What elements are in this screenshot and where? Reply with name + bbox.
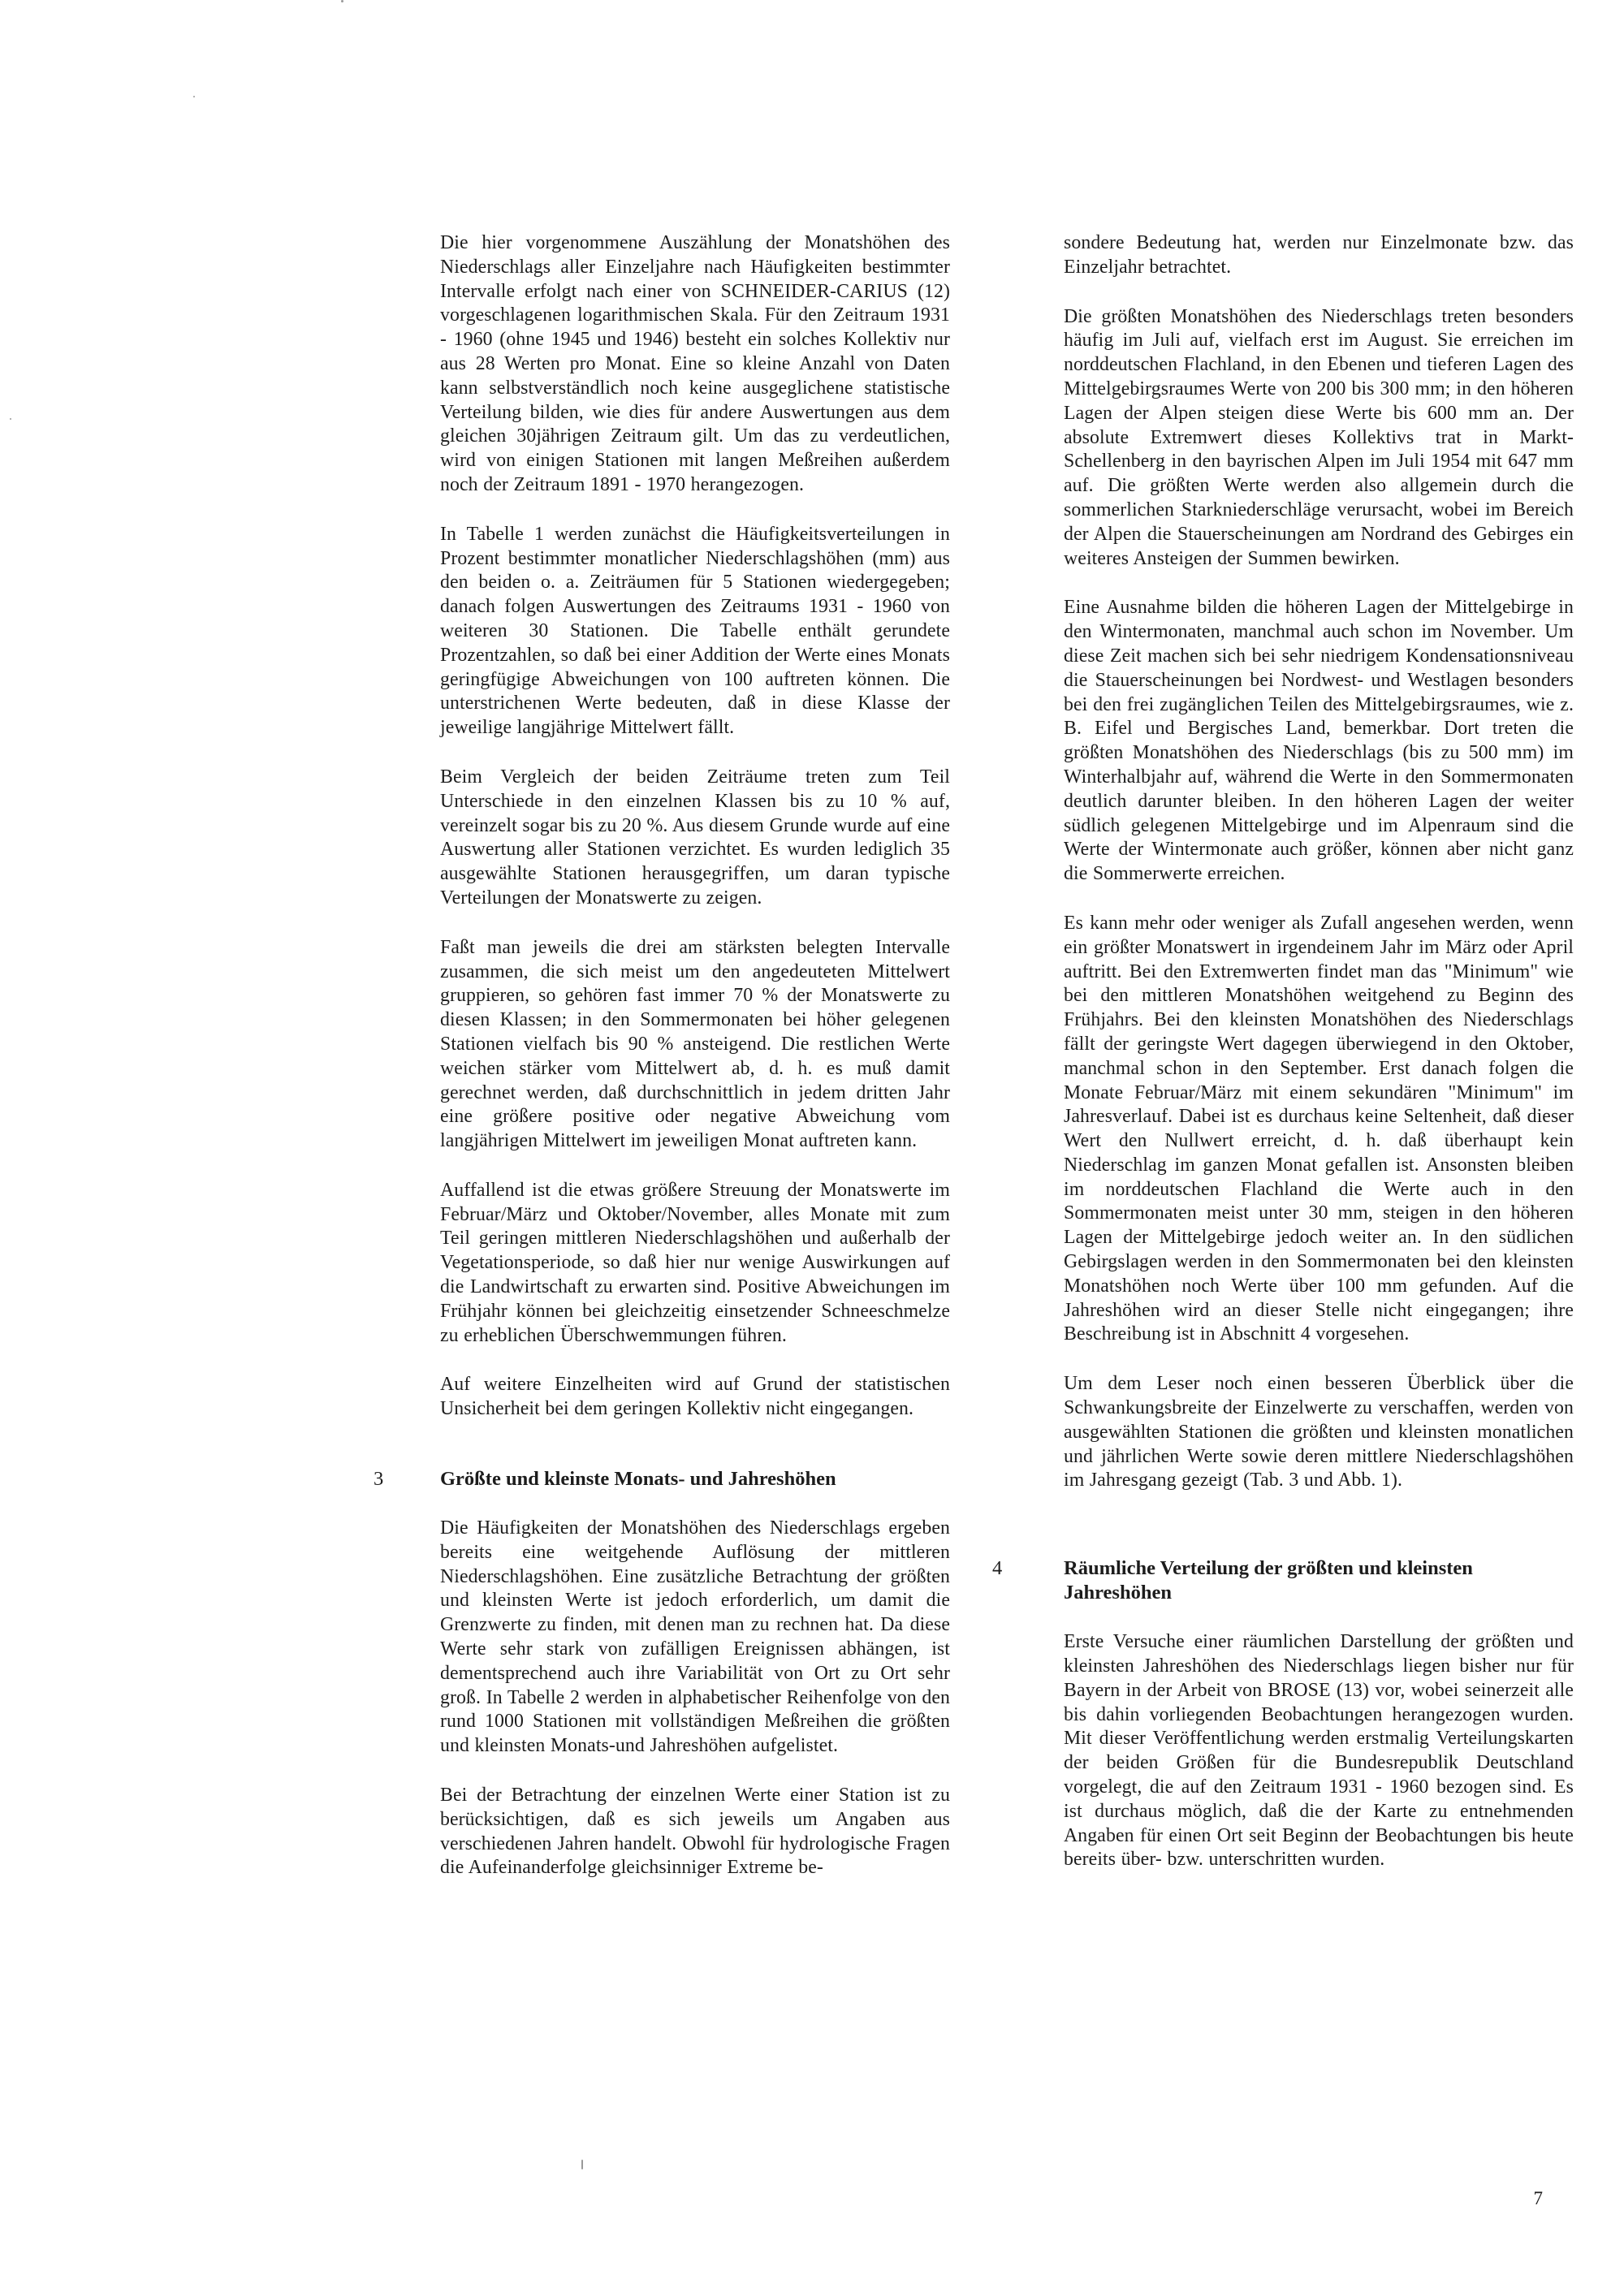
left-column (374, 231, 950, 1880)
section-3-number: 3 (374, 1468, 384, 1491)
right-paragraph-2: Die größten Monatshöhen des Niederschlags treten besonders häufig im Juli auf, vielfach erst im August. Sie erreichen im norddeutschen Flachland, in den Ebenen und tieferen Lagen des Mittelgebirgsraumes Werte von 200 bis 300 mm; in den höheren Lagen der Alpen steigen diese Werte bis 600 mm an. Der absolute Extremwert dieses Kollektivs trat in Markt-Schellenberg in den bayrischen Alpen im Juli 1954 mit 647 mm auf. Die größten Werte werden also allgemein durch die sommerlichen Starkniederschläge verursacht, wobei im Bereich der Alpen die Stauerscheinungen am Nordrand des Gebirges ein weiteres Ansteigen der Summen bewirken. (1064, 305, 1574, 569)
left-paragraph-2: In Tabelle 1 werden zunächst die Häufigkeitsverteilungen in Prozent bestimmter monatlicher Niederschlagshöhen (mm) aus den beiden o. a. Zeiträumen für 5 Stationen wiedergegeben; danach folgen Auswertungen des Zeitraums 1931 - 1960 von weiteren 30 Stationen. Die Tabelle enthält gerundete Prozentzahlen, so daß bei einer Addition der Werte eines Monats geringfügige Abweichungen von 100 auftreten können. Die unterstrichenen Werte bedeuten, daß in diese Klasse der jeweilige langjährige Mittelwert fällt. (440, 523, 950, 739)
scan-speck (341, 0, 343, 2)
left-paragraph-5: Auffallend ist die etwas größere Streuung der Monatswerte im Februar/März und Oktober/November, alles Monate mit zum Teil geringen mittleren Niederschlagshöhen und außerhalb der Vegetationsperiode, so daß hier nur wenige Auswirkungen auf die Landwirtschaft zu erwarten sind. Positive Abweichungen im Frühjahr können bei gleichzeitig einsetzender Schneeschmelze zu erheblichen Überschwemmungen führen. (440, 1179, 950, 1346)
section-3-paragraph-1: Die Häufigkeiten der Monatshöhen des Niederschlags ergeben bereits eine weitgehende Auflösung der mittleren Niederschlagshöhen. Eine zusätzliche Betrachtung der größten und kleinsten Werte ist jedoch erforderlich, um damit die Grenzwerte zu finden, mit denen man zu rechnen hat. Da diese Werte sehr stark von zufälligen Ereignissen abhängen, ist dementsprechend auch ihre Variabilität von Ort zu Ort sehr groß. In Tabelle 2 werden in alphabetischer Reihenfolge von den rund 1000 Stationen mit vollständigen Meßreihen die größten und kleinsten Monats-und Jahreshöhen aufgelistet. (440, 1517, 950, 1757)
section-4-heading (992, 1556, 1574, 1605)
right-paragraph-3: Eine Ausnahme bilden die höheren Lagen der Mittelgebirge in den Wintermonaten, manchmal auch schon im November. Um diese Zeit machen sich bei sehr niedrigem Kondensationsniveau die Stauerscheinungen bei Nordwest- und Westlagen besonders bei den frei zugänglichen Teilen des Mittelgebirgsraumes, wie z. B. Eifel und Bergisches Land, bemerkbar. Dort treten die größten Monatshöhen des Niederschlags (bis zu 500 mm) im Winterhalbjahr auf, während die Werte in den Sommermonaten deutlich darunter bleiben. In den höheren Lagen der weiter südlich gelegenen Mittelgebirge und im Alpenraum sind die Werte der Wintermonate auch größer, können aber nicht ganz die Sommerwerte erreichen. (1064, 597, 1574, 885)
left-paragraph-4: Faßt man jeweils die drei am stärksten belegten Intervalle zusammen, die sich meist um den angedeuteten Mittelwert gruppieren, so gehören fast immer 70 % der Monatswerte zu diesen Klassen; in den Sommermonaten bei höher gelegenen Stationen vielfach bis 90 % ansteigend. Die restlichen Werte weichen stärker vom Mittelwert ab, d. h. es muß damit gerechnet werden, daß durchschnittlich in jedem dritten Jahr eine größere positive oder negative Abweichung vom langjährigen Mittelwert im jeweiligen Monat auftreten kann. (440, 936, 950, 1152)
scan-speck (193, 96, 195, 97)
section-4-paragraph-1: Erste Versuche einer räumlichen Darstellung der größten und kleinsten Jahreshöhen des Niederschlags liegen bisher nur für Bayern in der Arbeit von BROSE (13) vor, wobei seinerzeit alle bis dahin vorliegenden Beobachtungen herangezogen wurden. Mit dieser Veröffentlichung werden erstmalig Verteilungskarten der beiden Größen für die Bundesrepublik Deutschland vorgelegt, die auf den Zeitraum 1931 - 1960 bezogen sind. Es ist durchaus möglich, daß die der Karte zu entnehmenden Angaben für einen Ort seit Beginn der Beobachtungen bis heute bereits über- bzw. unterschritten wurden. (1064, 1631, 1574, 1871)
right-paragraph-5: Um dem Leser noch einen besseren Überblick über die Schwankungsbreite der Einzelwerte zu verschaffen, werden von ausgewählten Stationen die größten und kleinsten monatlichen und jährlichen Werte sowie deren mittlere Niederschlagshöhen im Jahresgang gezeigt (Tab. 3 und Abb. 1). (1064, 1373, 1574, 1491)
section-3-paragraph-2: Bei der Betrachtung der einzelnen Werte einer Station ist zu berücksichtigen, daß es sich jeweils um Angaben aus verschiedenen Jahren handelt. Obwohl für hydrologische Fragen die Aufeinanderfolge gleichsinniger Extreme be- (440, 1785, 950, 1879)
page-number: 7 (1533, 2188, 1543, 2208)
section-3-heading (374, 1467, 950, 1491)
right-paragraph-4: Es kann mehr oder weniger als Zufall angesehen werden, wenn ein größter Monatswert in irgendeinem Jahr im März oder April auftritt. Bei den Extremwerten findet man das "Minimum" wie bei den mittleren Monatshöhen weitgehend zu Beginn des Frühjahrs. Bei den kleinsten Monatshöhen des Niederschlags fällt der geringste Wert dagegen überwiegend in den Oktober, manchmal schon in den September. Erst danach folgen die Monate Februar/März mit einem sekundären "Minimum" im Jahresverlauf. Dabei ist es durchaus keine Seltenheit, daß dieser Wert den Nullwert erreicht, d. h. daß überhaupt kein Niederschlag im ganzen Monat gefallen ist. Ansonsten bleiben im norddeutschen Flachland die Werte auch in den Sommermonaten meist unter 30 mm, steigen in den höheren Lagen der Mittelgebirge jedoch weiter an. In den südlichen Gebirgslagen werden in den Sommermonaten bei den kleinsten Monatshöhen noch Werte über 100 mm gefunden. Auf die Jahreshöhen wird an dieser Stelle nicht eingegangen; ihre Beschreibung ist in Abschnitt 4 vorgesehen. (1064, 912, 1574, 1345)
left-paragraph-1: Die hier vorgenommene Auszählung der Monatshöhen des Niederschlags aller Einzeljahre nach Häufigkeiten bestimmter Intervalle erfolgt nach einer von SCHNEIDER-CARIUS (12) vorgeschlagenen logarithmischen Skala. Für den Zeitraum 1931 - 1960 (ohne 1945 und 1946) besteht ein solches Kollektiv nur aus 28 Werten pro Monat. Eine so kleine Anzahl von Daten kann selbstverständlich noch keine ausgeglichene statistische Verteilung bilden, wie dies für andere Auswertungen aus dem gleichen 30jährigen Zeitraum gilt. Um das zu verdeutlichen, wird von einigen Stationen mit langen Meßreihen außerdem noch der Zeitraum 1891 - 1970 herangezogen. (440, 232, 950, 495)
scan-speck (581, 2160, 583, 2169)
right-column (992, 231, 1574, 1872)
left-paragraph-3: Beim Vergleich der beiden Zeiträume treten zum Teil Unterschiede in den einzelnen Klassen bis zu 10 % auf, vereinzelt sogar bis zu 20 %. Aus diesem Grunde wurde auf eine Auswertung aller Stationen verzichtet. Es wurden lediglich 35 ausgewählte Stationen herausgegriffen, um daran typische Verteilungen der Monatswerte zu zeigen. (440, 766, 950, 909)
section-3-title: Größte und kleinste Monats- und Jahreshöhen (440, 1468, 836, 1491)
right-paragraph-1: sondere Bedeutung hat, werden nur Einzelmonate bzw. das Einzeljahr betrachtet. (1064, 232, 1574, 278)
scan-speck (10, 418, 11, 420)
left-paragraph-6: Auf weitere Einzelheiten wird auf Grund der statistischen Unsicherheit bei dem geringen Kollektiv nicht eingegangen. (440, 1374, 950, 1420)
section-4-number: 4 (992, 1557, 1003, 1580)
section-4-title: Räumliche Verteilung der größten und kleinsten Jahreshöhen (1064, 1557, 1473, 1604)
